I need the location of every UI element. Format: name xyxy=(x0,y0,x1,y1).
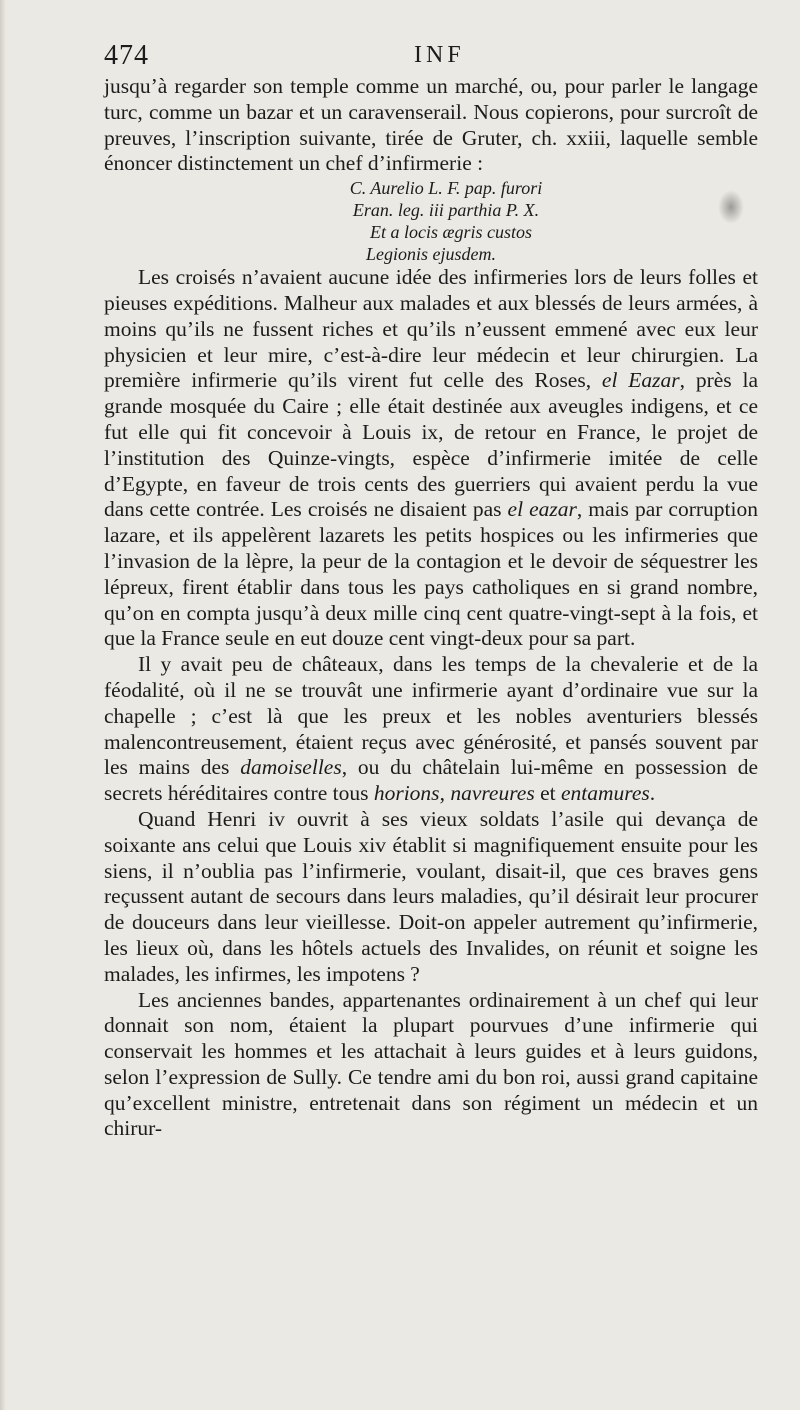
italic-term: damoiselles xyxy=(240,755,342,780)
paragraph-2 xyxy=(104,265,758,652)
text-run: Il y avait peu de châteaux, dans les temps de la chevalerie et de la féodalité, où il ne se trouvât une infirmerie ayant d’ordinaire vue sur la chapelle ; c’est là que les preux et les nobles aventuriers blessés malencontreusement, étaient reçus avec générosité, et pansés souvent par les mains des xyxy=(104,652,758,780)
paragraph-4: Quand Henri iv ouvrit à ses vieux soldats l’asile qui devança de soixante ans celui que Louis xiv établit si magnifiquement ensuite pour les siens, il n’oublia pas l’infirmerie, voulant, disait-il, que ces braves gens reçussent autant de secours dans leurs maladies, qu’il désirait leur procurer de douceurs dans leur vieillesse. Doit-on appeler autrement qu’infirmerie, les lieux où, dans les hôtels actuels des Invalides, on réunit et soigne les malades, les infirmes, les impotens ? xyxy=(104,806,758,986)
page-edge-shadow xyxy=(0,0,6,1410)
italic-term: el Eazar xyxy=(601,368,680,393)
text-run: , xyxy=(439,781,451,806)
paragraph-5: Les anciennes bandes, appartenantes ordinairement à un chef qui leur donnait son nom, étaient la plupart pourvues d’une infirmerie qui conservait les hommes et les attachait à leurs guides et à leurs guidons, selon l’expression de Sully. Ce tendre ami du bon roi, aussi grand capitaine qu’excellent ministre, entretenait dans son régiment un médecin et un chirur- xyxy=(104,987,758,1141)
inscription-line: Legionis ejusdem. xyxy=(366,244,496,265)
italic-term: navreures xyxy=(450,781,535,806)
text-run: Les croisés n’avaient aucune idée des infirmeries lors de leurs folles et pieuses expéditions. Malheur aux malades et aux blessés de leurs armées, à moins qu’ils ne fussent riches et qu’ils n’eussent emmené avec eux leur physicien et leur mire, c’est-à-dire leur médecin et leur chirurgien. La première infirmerie qu’ils virent fut celle des Roses, xyxy=(104,265,758,393)
paragraph-1: jusqu’à regarder son temple comme un marché, ou, pour parler le langage turc, comme un bazar et un caravenserail. Nous copierons, pour surcroît de preuves, l’inscription suivante, tirée de Gruter, ch. xxiii, laquelle semble énoncer distinctement un chef d’infirmerie : xyxy=(104,74,758,176)
paragraph-3 xyxy=(104,652,758,807)
body-text xyxy=(104,74,758,1142)
text-run: , près la grande mosquée du Caire ; elle était destinée aux aveugles indigens, et ce fut elle qui fit concevoir à Louis ix, de retour en France, le projet de l’institution des Quinze-vingts, espèce d’infirmerie imitée de celle d’Egypte, en faveur de trois cents des guerriers qui avaient perdu la vue dans cette contrée. Les croisés ne disaient pas xyxy=(104,368,758,522)
page-number: 474 xyxy=(104,40,149,71)
text-run: . xyxy=(649,781,656,806)
running-title: INF xyxy=(414,42,465,68)
text-run: , mais par corruption lazare, et ils appelèrent lazarets les petits hospices ou les infirmeries que l’invasion de la lèpre, la peur de la contagion et le devoir de séquestrer les lépreux, firent établir dans tous les pays catholiques en si grand nombre, qu’on en compta jusqu’à deux mille cinq cent quatre-vingt-sept à la fois, et que la France seule en eut douze cent vingt-deux pour sa part. xyxy=(104,497,758,651)
text-run: , ou du châtelain lui-même en possession de secrets héréditaires contre tous xyxy=(104,755,758,806)
italic-term: horions xyxy=(373,781,440,806)
italic-term: entamures xyxy=(560,781,650,806)
text-run: et xyxy=(534,781,561,806)
inscription-line: Et a locis ægris custos xyxy=(369,222,532,243)
inscription-line: C. Aurelio L. F. pap. furori xyxy=(349,178,543,199)
italic-term: el eazar xyxy=(507,497,577,522)
latin-inscription xyxy=(104,177,758,265)
inscription-line: Eran. leg. iii parthia P. X. xyxy=(352,200,540,221)
